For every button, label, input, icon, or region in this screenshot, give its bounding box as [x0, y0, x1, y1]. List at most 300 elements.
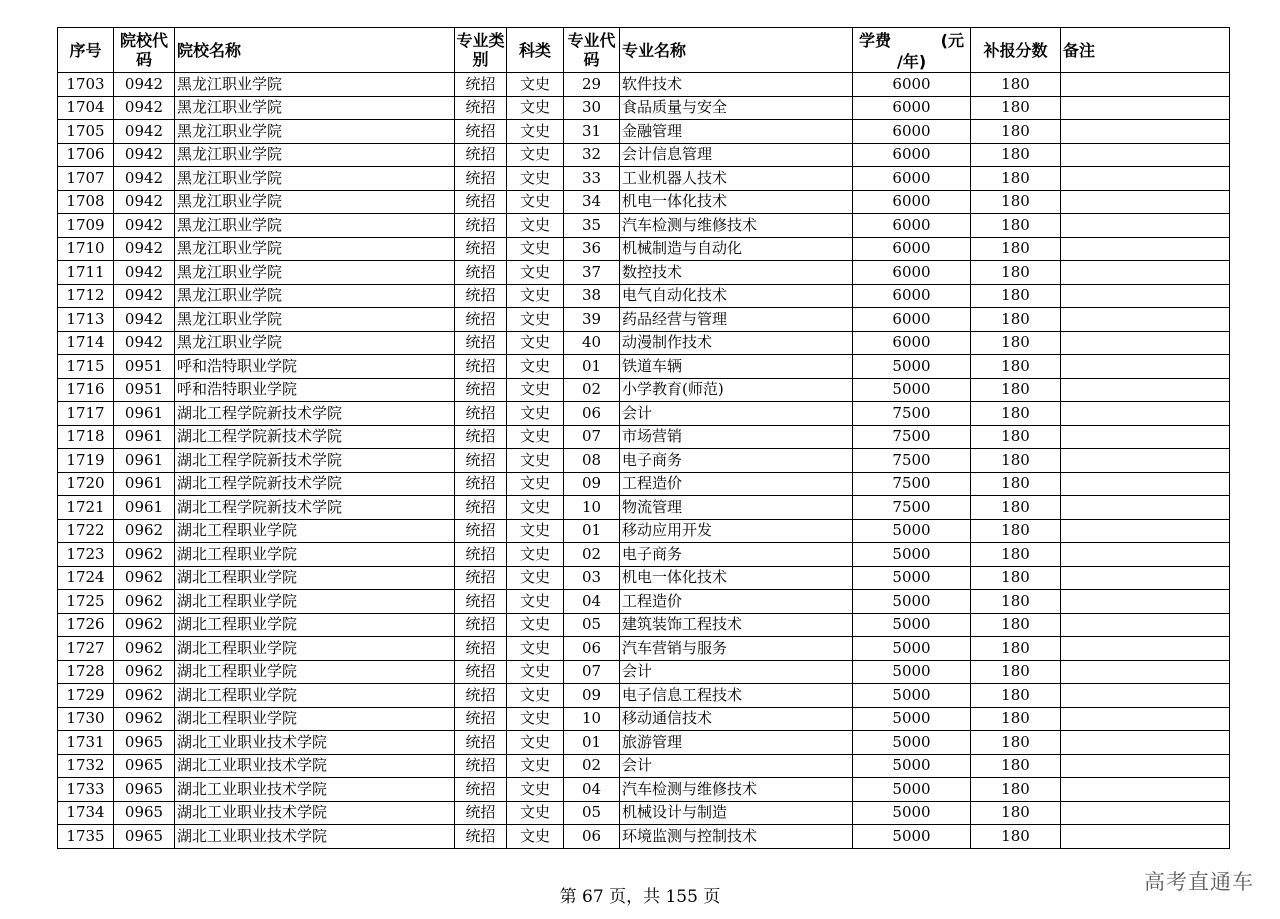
cell-major-name: 食品质量与安全: [620, 96, 853, 120]
cell-school-name: 黑龙江职业学院: [175, 190, 455, 214]
table-row: [58, 472, 1230, 496]
cell-school-code: 0962: [114, 566, 175, 590]
cell-major-code: 04: [564, 778, 620, 802]
cell-school-name: 湖北工业职业技术学院: [175, 731, 455, 755]
cell-school-code: 0961: [114, 449, 175, 473]
header-school-name: 院校名称: [175, 28, 455, 73]
cell-score: 180: [971, 96, 1061, 120]
table-row: [58, 73, 1230, 97]
cell-major-code: 38: [564, 284, 620, 308]
cell-remark: [1061, 237, 1230, 261]
header-score: 补报分数: [971, 28, 1061, 73]
cell-school-code: 0942: [114, 237, 175, 261]
table-row: [58, 613, 1230, 637]
cell-school-code: 0962: [114, 637, 175, 661]
cell-major-category: 统招: [455, 660, 507, 684]
cell-seq: 1723: [58, 543, 114, 567]
table-row: [58, 284, 1230, 308]
cell-subject: 文史: [507, 496, 564, 520]
table-row: [58, 331, 1230, 355]
cell-major-name: 机械制造与自动化: [620, 237, 853, 261]
cell-subject: 文史: [507, 308, 564, 332]
cell-score: 180: [971, 143, 1061, 167]
table-row: [58, 120, 1230, 144]
cell-school-code: 0965: [114, 778, 175, 802]
cell-school-name: 湖北工程职业学院: [175, 519, 455, 543]
cell-score: 180: [971, 237, 1061, 261]
cell-school-code: 0961: [114, 425, 175, 449]
cell-major-code: 03: [564, 566, 620, 590]
cell-seq: 1721: [58, 496, 114, 520]
cell-seq: 1720: [58, 472, 114, 496]
cell-major-category: 统招: [455, 637, 507, 661]
cell-school-name: 湖北工程学院新技术学院: [175, 496, 455, 520]
cell-school-code: 0962: [114, 543, 175, 567]
cell-score: 180: [971, 190, 1061, 214]
cell-seq: 1707: [58, 167, 114, 191]
cell-fee: 5000: [853, 519, 971, 543]
cell-major-name: 金融管理: [620, 120, 853, 144]
cell-major-category: 统招: [455, 825, 507, 849]
cell-fee: 7500: [853, 425, 971, 449]
cell-major-category: 统招: [455, 261, 507, 285]
cell-major-name: 机电一体化技术: [620, 566, 853, 590]
cell-school-name: 湖北工程学院新技术学院: [175, 425, 455, 449]
cell-subject: 文史: [507, 331, 564, 355]
cell-major-code: 01: [564, 355, 620, 379]
table-row: [58, 543, 1230, 567]
cell-school-name: 湖北工程职业学院: [175, 707, 455, 731]
cell-subject: 文史: [507, 778, 564, 802]
table-row: [58, 190, 1230, 214]
cell-school-code: 0942: [114, 284, 175, 308]
cell-seq: 1712: [58, 284, 114, 308]
cell-major-name: 软件技术: [620, 73, 853, 97]
table-row: [58, 590, 1230, 614]
cell-major-name: 移动应用开发: [620, 519, 853, 543]
cell-fee: 5000: [853, 590, 971, 614]
cell-school-name: 黑龙江职业学院: [175, 120, 455, 144]
cell-major-category: 统招: [455, 355, 507, 379]
cell-major-code: 01: [564, 731, 620, 755]
cell-seq: 1732: [58, 754, 114, 778]
cell-seq: 1703: [58, 73, 114, 97]
cell-seq: 1714: [58, 331, 114, 355]
cell-major-category: 统招: [455, 590, 507, 614]
table-body: [58, 73, 1230, 849]
cell-school-name: 湖北工程学院新技术学院: [175, 449, 455, 473]
cell-school-code: 0962: [114, 613, 175, 637]
cell-major-code: 36: [564, 237, 620, 261]
table-row: [58, 707, 1230, 731]
cell-major-category: 统招: [455, 613, 507, 637]
cell-major-name: 机械设计与制造: [620, 801, 853, 825]
table-row: [58, 308, 1230, 332]
cell-score: 180: [971, 378, 1061, 402]
cell-school-name: 湖北工程职业学院: [175, 543, 455, 567]
cell-fee: 6000: [853, 331, 971, 355]
watermark-logo: 高考直通车: [1144, 870, 1254, 894]
cell-major-category: 统招: [455, 284, 507, 308]
table-row: [58, 519, 1230, 543]
cell-school-code: 0962: [114, 660, 175, 684]
cell-major-name: 汽车检测与维修技术: [620, 214, 853, 238]
cell-remark: [1061, 684, 1230, 708]
cell-school-name: 黑龙江职业学院: [175, 308, 455, 332]
cell-major-name: 数控技术: [620, 261, 853, 285]
cell-school-code: 0942: [114, 73, 175, 97]
cell-subject: 文史: [507, 613, 564, 637]
cell-school-name: 黑龙江职业学院: [175, 143, 455, 167]
header-major-name: 专业名称: [620, 28, 853, 73]
cell-major-code: 09: [564, 472, 620, 496]
cell-major-name: 小学教育(师范): [620, 378, 853, 402]
header-seq: 序号: [58, 28, 114, 73]
cell-school-code: 0942: [114, 143, 175, 167]
cell-fee: 6000: [853, 237, 971, 261]
cell-major-code: 29: [564, 73, 620, 97]
cell-major-category: 统招: [455, 754, 507, 778]
header-major-code: 专业代码: [564, 28, 620, 73]
cell-score: 180: [971, 355, 1061, 379]
cell-school-code: 0942: [114, 261, 175, 285]
header-major-category: 专业类别: [455, 28, 507, 73]
cell-major-code: 33: [564, 167, 620, 191]
cell-seq: 1733: [58, 778, 114, 802]
cell-school-code: 0962: [114, 519, 175, 543]
cell-seq: 1725: [58, 590, 114, 614]
cell-school-code: 0965: [114, 825, 175, 849]
cell-school-code: 0942: [114, 96, 175, 120]
cell-seq: 1708: [58, 190, 114, 214]
cell-major-name: 药品经营与管理: [620, 308, 853, 332]
cell-major-category: 统招: [455, 731, 507, 755]
cell-major-category: 统招: [455, 778, 507, 802]
cell-major-code: 34: [564, 190, 620, 214]
cell-major-name: 动漫制作技术: [620, 331, 853, 355]
cell-major-category: 统招: [455, 801, 507, 825]
cell-fee: 6000: [853, 190, 971, 214]
table-row: [58, 355, 1230, 379]
cell-subject: 文史: [507, 73, 564, 97]
table-row: [58, 425, 1230, 449]
cell-school-code: 0951: [114, 378, 175, 402]
cell-remark: [1061, 801, 1230, 825]
cell-score: 180: [971, 331, 1061, 355]
table-row: [58, 96, 1230, 120]
cell-subject: 文史: [507, 660, 564, 684]
cell-fee: 5000: [853, 707, 971, 731]
cell-fee: 5000: [853, 801, 971, 825]
cell-remark: [1061, 613, 1230, 637]
cell-school-code: 0962: [114, 707, 175, 731]
cell-score: 180: [971, 637, 1061, 661]
cell-score: 180: [971, 660, 1061, 684]
cell-subject: 文史: [507, 566, 564, 590]
cell-fee: 5000: [853, 378, 971, 402]
cell-seq: 1711: [58, 261, 114, 285]
cell-school-name: 湖北工业职业技术学院: [175, 778, 455, 802]
cell-fee: 7500: [853, 402, 971, 426]
cell-seq: 1710: [58, 237, 114, 261]
cell-major-name: 机电一体化技术: [620, 190, 853, 214]
cell-score: 180: [971, 496, 1061, 520]
cell-seq: 1713: [58, 308, 114, 332]
cell-major-name: 会计: [620, 660, 853, 684]
table-row: [58, 825, 1230, 849]
cell-major-code: 30: [564, 96, 620, 120]
cell-major-name: 移动通信技术: [620, 707, 853, 731]
cell-score: 180: [971, 284, 1061, 308]
cell-seq: 1718: [58, 425, 114, 449]
table-row: [58, 637, 1230, 661]
cell-major-name: 环境监测与控制技术: [620, 825, 853, 849]
cell-school-code: 0965: [114, 801, 175, 825]
cell-major-code: 05: [564, 613, 620, 637]
cell-fee: 7500: [853, 472, 971, 496]
header-subject: 科类: [507, 28, 564, 73]
cell-fee: 5000: [853, 731, 971, 755]
cell-major-code: 06: [564, 825, 620, 849]
page-number: 第 67 页，共 155 页: [559, 887, 721, 907]
cell-remark: [1061, 402, 1230, 426]
cell-subject: 文史: [507, 449, 564, 473]
cell-major-name: 建筑装饰工程技术: [620, 613, 853, 637]
cell-school-name: 黑龙江职业学院: [175, 331, 455, 355]
cell-school-code: 0951: [114, 355, 175, 379]
table-row: [58, 801, 1230, 825]
cell-score: 180: [971, 684, 1061, 708]
cell-major-name: 市场营销: [620, 425, 853, 449]
cell-major-category: 统招: [455, 143, 507, 167]
cell-fee: 6000: [853, 120, 971, 144]
cell-major-code: 07: [564, 425, 620, 449]
header-fee-label: 学费: [859, 31, 892, 50]
cell-major-name: 汽车检测与维修技术: [620, 778, 853, 802]
table-row: [58, 214, 1230, 238]
cell-fee: 6000: [853, 284, 971, 308]
cell-seq: 1727: [58, 637, 114, 661]
cell-school-name: 湖北工业职业技术学院: [175, 825, 455, 849]
cell-school-name: 湖北工业职业技术学院: [175, 754, 455, 778]
cell-subject: 文史: [507, 261, 564, 285]
table-row: [58, 237, 1230, 261]
cell-seq: 1730: [58, 707, 114, 731]
cell-school-name: 黑龙江职业学院: [175, 73, 455, 97]
cell-subject: 文史: [507, 801, 564, 825]
cell-subject: 文史: [507, 731, 564, 755]
cell-major-code: 06: [564, 637, 620, 661]
cell-subject: 文史: [507, 684, 564, 708]
cell-major-name: 工程造价: [620, 472, 853, 496]
header-remark: 备注: [1061, 28, 1230, 73]
cell-remark: [1061, 214, 1230, 238]
cell-remark: [1061, 355, 1230, 379]
cell-score: 180: [971, 120, 1061, 144]
cell-major-category: 统招: [455, 214, 507, 238]
cell-subject: 文史: [507, 237, 564, 261]
table-row: [58, 402, 1230, 426]
cell-remark: [1061, 496, 1230, 520]
table-row: [58, 261, 1230, 285]
table-header-row: [58, 28, 1230, 73]
cell-major-category: 统招: [455, 237, 507, 261]
cell-major-code: 10: [564, 707, 620, 731]
cell-score: 180: [971, 519, 1061, 543]
cell-fee: 7500: [853, 449, 971, 473]
cell-major-code: 37: [564, 261, 620, 285]
cell-seq: 1715: [58, 355, 114, 379]
cell-school-name: 黑龙江职业学院: [175, 261, 455, 285]
cell-remark: [1061, 731, 1230, 755]
cell-remark: [1061, 425, 1230, 449]
cell-fee: 5000: [853, 566, 971, 590]
cell-remark: [1061, 637, 1230, 661]
cell-fee: 5000: [853, 778, 971, 802]
cell-major-name: 电气自动化技术: [620, 284, 853, 308]
cell-remark: [1061, 167, 1230, 191]
cell-remark: [1061, 96, 1230, 120]
cell-remark: [1061, 543, 1230, 567]
cell-remark: [1061, 120, 1230, 144]
cell-remark: [1061, 261, 1230, 285]
cell-score: 180: [971, 214, 1061, 238]
cell-subject: 文史: [507, 754, 564, 778]
cell-fee: 6000: [853, 261, 971, 285]
cell-subject: 文史: [507, 143, 564, 167]
cell-score: 180: [971, 425, 1061, 449]
cell-major-name: 汽车营销与服务: [620, 637, 853, 661]
cell-remark: [1061, 143, 1230, 167]
cell-remark: [1061, 778, 1230, 802]
cell-seq: 1724: [58, 566, 114, 590]
cell-subject: 文史: [507, 190, 564, 214]
cell-major-code: 35: [564, 214, 620, 238]
cell-major-category: 统招: [455, 96, 507, 120]
cell-school-code: 0942: [114, 190, 175, 214]
cell-school-name: 湖北工程职业学院: [175, 590, 455, 614]
cell-major-name: 电子商务: [620, 449, 853, 473]
cell-school-name: 黑龙江职业学院: [175, 284, 455, 308]
cell-seq: 1717: [58, 402, 114, 426]
cell-major-category: 统招: [455, 496, 507, 520]
cell-seq: 1728: [58, 660, 114, 684]
cell-remark: [1061, 449, 1230, 473]
cell-major-category: 统招: [455, 449, 507, 473]
cell-seq: 1726: [58, 613, 114, 637]
cell-seq: 1704: [58, 96, 114, 120]
table-row: [58, 660, 1230, 684]
cell-subject: 文史: [507, 214, 564, 238]
cell-major-name: 会计: [620, 402, 853, 426]
cell-major-category: 统招: [455, 472, 507, 496]
cell-remark: [1061, 308, 1230, 332]
header-school-code: 院校代码: [114, 28, 175, 73]
cell-score: 180: [971, 73, 1061, 97]
cell-school-name: 湖北工程职业学院: [175, 684, 455, 708]
cell-score: 180: [971, 167, 1061, 191]
cell-major-name: 工业机器人技术: [620, 167, 853, 191]
cell-major-code: 06: [564, 402, 620, 426]
cell-subject: 文史: [507, 96, 564, 120]
cell-subject: 文史: [507, 120, 564, 144]
cell-major-category: 统招: [455, 378, 507, 402]
cell-fee: 5000: [853, 825, 971, 849]
cell-school-code: 0942: [114, 120, 175, 144]
cell-fee: 6000: [853, 73, 971, 97]
cell-major-category: 统招: [455, 402, 507, 426]
cell-subject: 文史: [507, 590, 564, 614]
cell-remark: [1061, 660, 1230, 684]
cell-fee: 6000: [853, 143, 971, 167]
cell-score: 180: [971, 754, 1061, 778]
cell-fee: 6000: [853, 167, 971, 191]
cell-school-code: 0965: [114, 754, 175, 778]
cell-remark: [1061, 754, 1230, 778]
cell-subject: 文史: [507, 825, 564, 849]
cell-seq: 1716: [58, 378, 114, 402]
cell-score: 180: [971, 801, 1061, 825]
table-row: [58, 566, 1230, 590]
cell-school-code: 0962: [114, 590, 175, 614]
cell-remark: [1061, 472, 1230, 496]
cell-school-code: 0942: [114, 308, 175, 332]
cell-major-code: 10: [564, 496, 620, 520]
cell-major-category: 统招: [455, 167, 507, 191]
cell-school-code: 0965: [114, 731, 175, 755]
cell-fee: 5000: [853, 355, 971, 379]
cell-seq: 1729: [58, 684, 114, 708]
cell-major-code: 31: [564, 120, 620, 144]
cell-remark: [1061, 378, 1230, 402]
cell-major-code: 04: [564, 590, 620, 614]
admissions-table: [57, 27, 1230, 849]
cell-subject: 文史: [507, 425, 564, 449]
cell-major-category: 统招: [455, 73, 507, 97]
cell-remark: [1061, 825, 1230, 849]
cell-major-category: 统招: [455, 308, 507, 332]
cell-major-category: 统招: [455, 120, 507, 144]
cell-seq: 1735: [58, 825, 114, 849]
cell-major-name: 旅游管理: [620, 731, 853, 755]
cell-major-category: 统招: [455, 331, 507, 355]
cell-remark: [1061, 566, 1230, 590]
cell-school-code: 0962: [114, 684, 175, 708]
cell-score: 180: [971, 613, 1061, 637]
cell-major-code: 02: [564, 543, 620, 567]
cell-major-category: 统招: [455, 707, 507, 731]
cell-subject: 文史: [507, 707, 564, 731]
cell-fee: 5000: [853, 660, 971, 684]
cell-subject: 文史: [507, 167, 564, 191]
cell-major-name: 会计信息管理: [620, 143, 853, 167]
cell-remark: [1061, 519, 1230, 543]
cell-subject: 文史: [507, 402, 564, 426]
cell-score: 180: [971, 778, 1061, 802]
cell-score: 180: [971, 308, 1061, 332]
cell-major-category: 统招: [455, 543, 507, 567]
cell-school-code: 0961: [114, 496, 175, 520]
table-row: [58, 449, 1230, 473]
cell-major-code: 39: [564, 308, 620, 332]
cell-subject: 文史: [507, 472, 564, 496]
cell-score: 180: [971, 825, 1061, 849]
cell-subject: 文史: [507, 519, 564, 543]
cell-school-code: 0942: [114, 331, 175, 355]
header-fee-unit-close: /年): [897, 52, 927, 71]
cell-school-name: 黑龙江职业学院: [175, 214, 455, 238]
cell-school-name: 湖北工程学院新技术学院: [175, 472, 455, 496]
